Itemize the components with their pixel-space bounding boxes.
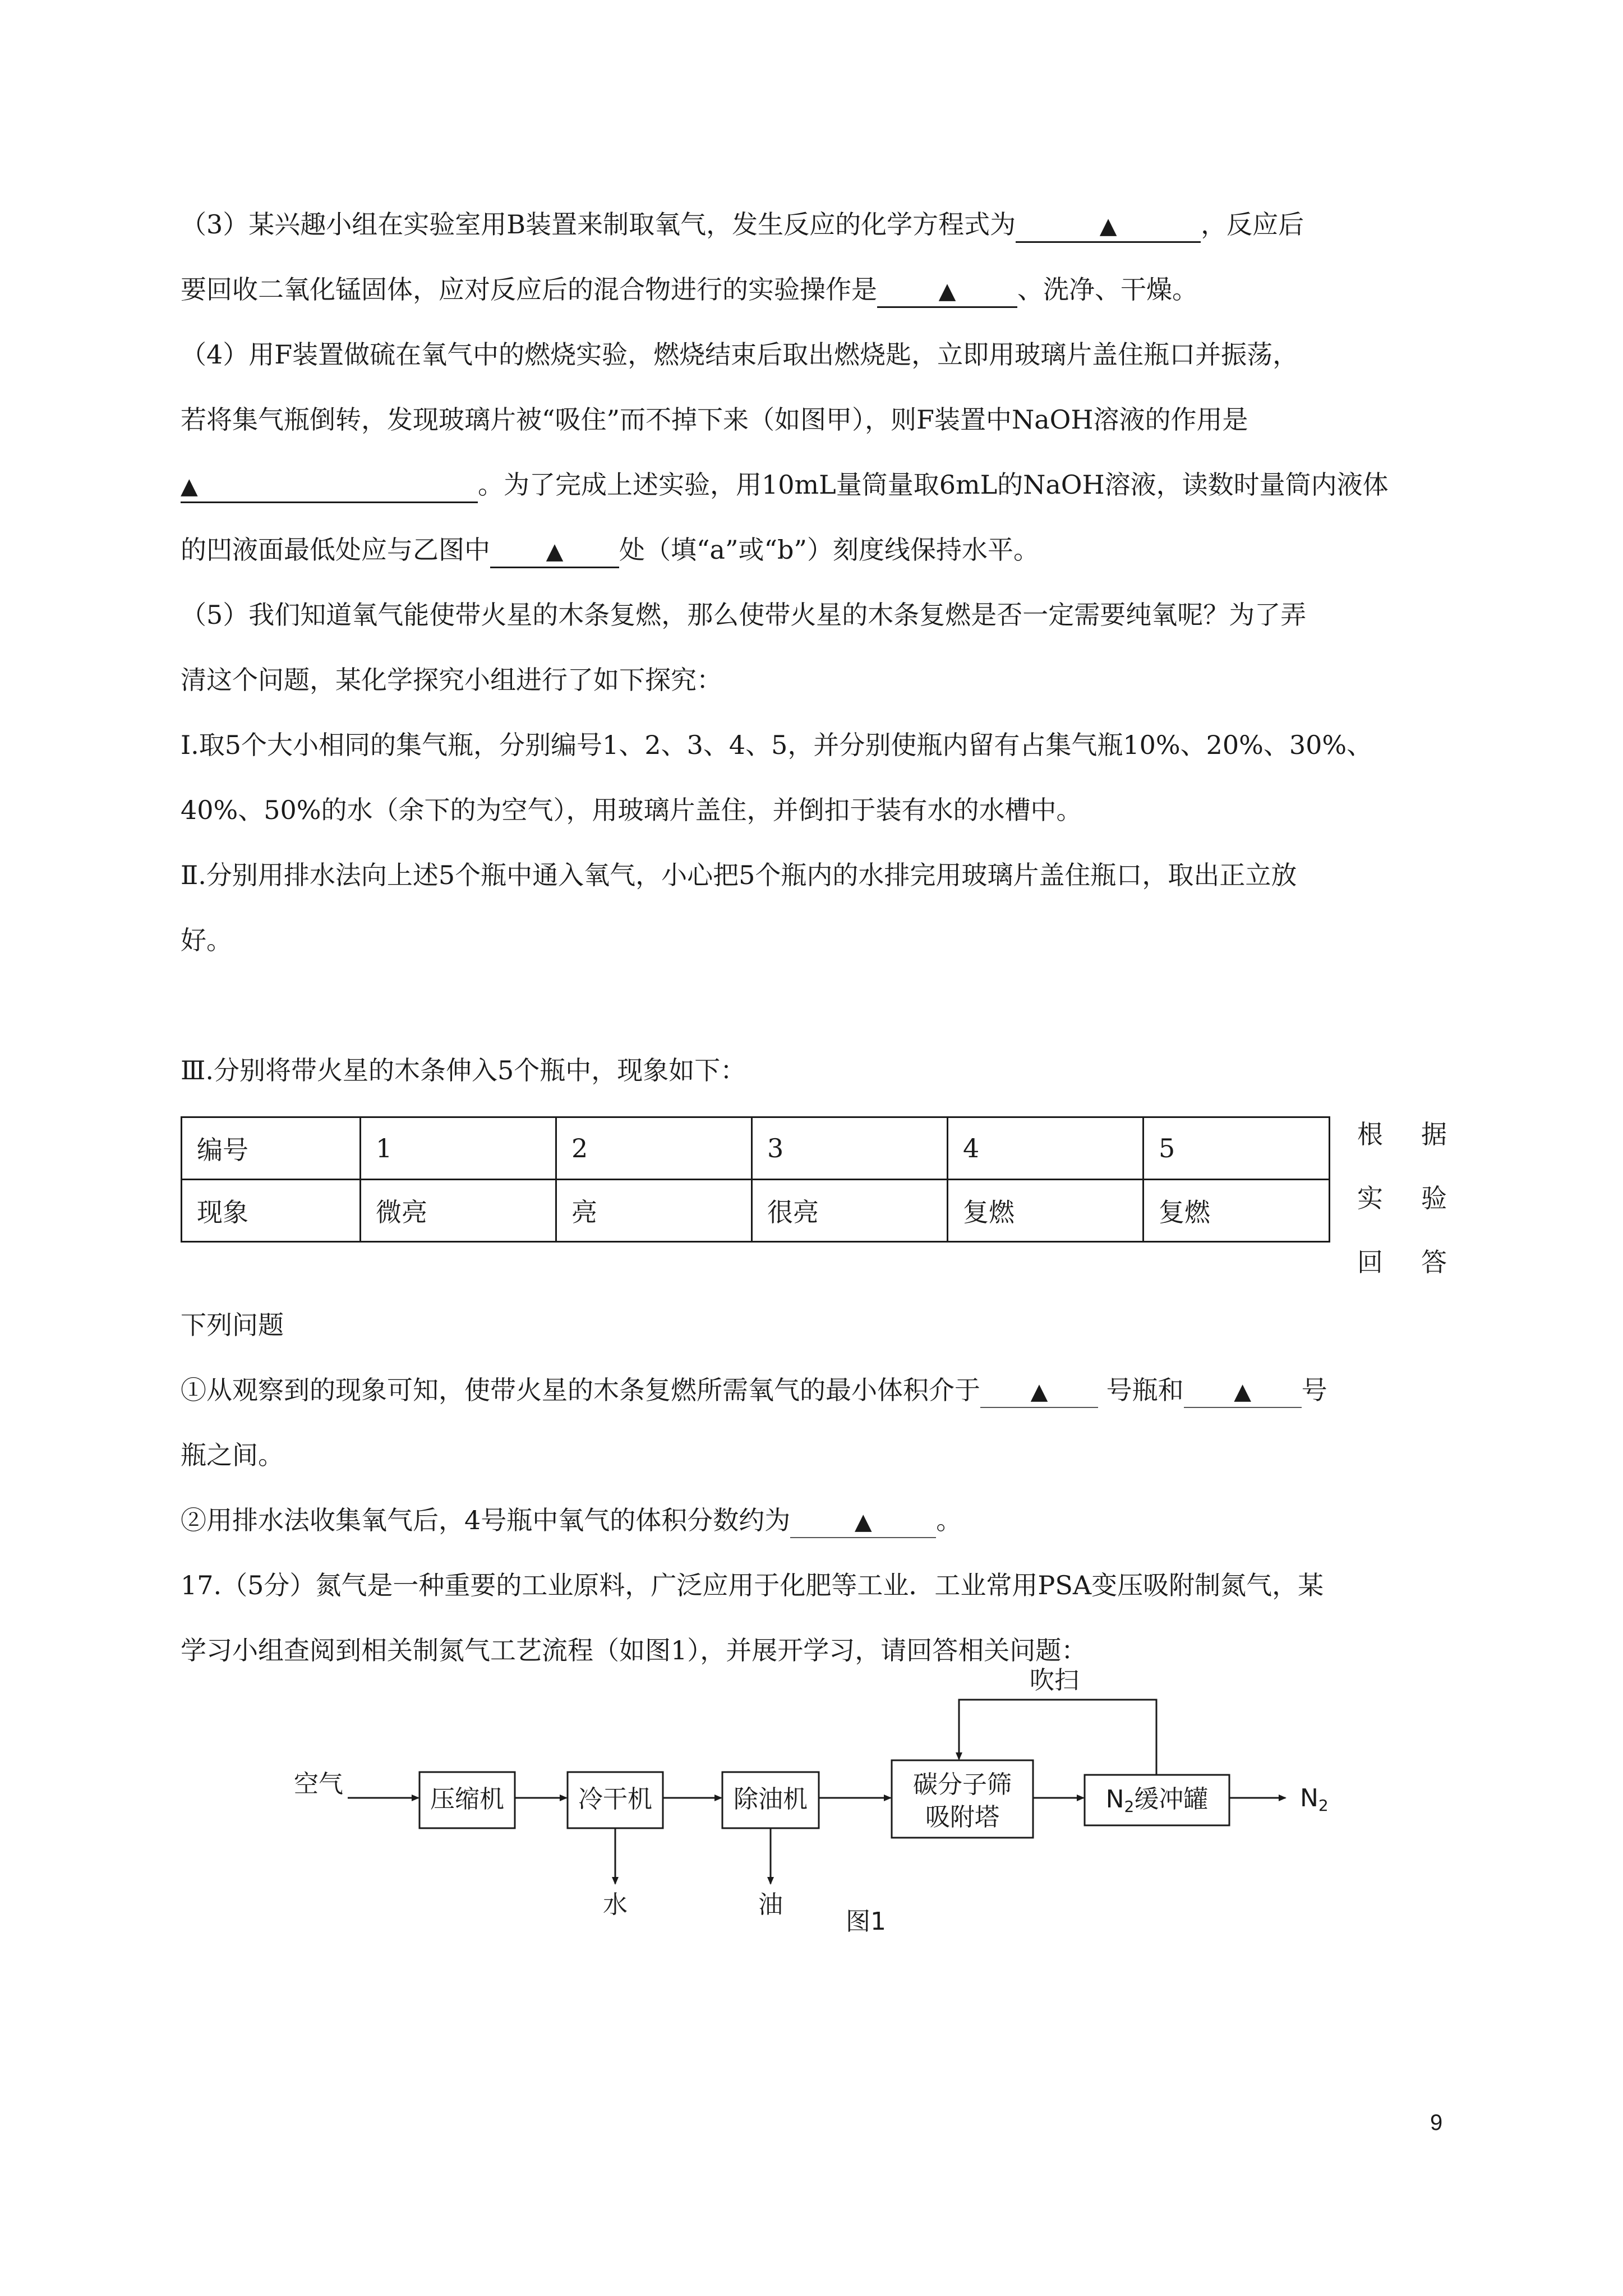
q5-line1: （5）我们知道氧气能使带火星的木条复燃，那么使带火星的木条复燃是否一定需要纯氧呢？为了弄 — [181, 600, 1307, 630]
triangle-icon: ▲ — [1030, 1379, 1048, 1405]
q3-line2: 要回收二氧化锰固体，应对反应后的混合物进行的实验操作是 ▲ 、洗净、干燥。 — [181, 272, 1198, 308]
triangle-icon: ▲ — [938, 278, 956, 304]
table-cell: 很亮 — [752, 1180, 948, 1242]
triangle-icon: ▲ — [854, 1509, 872, 1535]
nitrogen-output-label: N2 — [1300, 1784, 1329, 1815]
q5-after-table: 下列问题 — [181, 1310, 284, 1340]
q5-sub2: ②用排水法收集氧气后，4号瓶中氧气的体积分数约为 ▲ 。 — [181, 1502, 962, 1538]
table-cell: 1 — [361, 1117, 556, 1180]
q5-step1-a: Ⅰ.取5个大小相同的集气瓶，分别编号1、2、3、4、5，并分别使瓶内留有占集气瓶10%、20%、30%、 — [181, 730, 1373, 760]
oil-output-label: 油 — [758, 1890, 783, 1919]
triangle-icon: ▲ — [1099, 213, 1117, 239]
table-cell: 亮 — [556, 1180, 752, 1242]
table-cell: 复燃 — [948, 1180, 1144, 1242]
water-output-label: 水 — [603, 1890, 628, 1919]
table-cell: 5 — [1144, 1117, 1330, 1180]
side-text: 回 答 — [1357, 1247, 1447, 1277]
q4-line3: ▲ 。为了完成上述实验，用10mL量筒量取6mL的NaOH溶液，读数时量筒内液体 — [181, 467, 1389, 503]
compressor-label: 压缩机 — [430, 1785, 504, 1814]
q4-line2: 若将集气瓶倒转，发现玻璃片被“吸住”而不掉下来（如图甲），则F装置中NaOH溶液的作用是 — [181, 404, 1248, 435]
q5-sub1: ①从观察到的现象可知，使带火星的木条复燃所需氧气的最小体积介于 ▲ 号瓶和 ▲ 号 — [181, 1372, 1327, 1408]
buffer-tank-label: N2缓冲罐 — [1105, 1785, 1209, 1816]
table-cell: 微亮 — [361, 1180, 556, 1242]
adsorption-tower-label-2: 吸附塔 — [925, 1803, 999, 1832]
triangle-icon: ▲ — [1234, 1379, 1251, 1405]
side-text: 根 据 — [1357, 1119, 1447, 1149]
cold-dryer-label: 冷干机 — [578, 1785, 652, 1814]
q5-step1-b: 40%、50%的水（余下的为空气），用玻璃片盖住，并倒扣于装有水的水槽中。 — [181, 795, 1082, 825]
q4-line4: 的凹液面最低处应与乙图中 ▲ 处（填“a”或“b”）刻度线保持水平。 — [181, 532, 1039, 568]
table-cell: 2 — [556, 1117, 752, 1180]
table-cell: 编号 — [182, 1117, 361, 1180]
table-cell: 复燃 — [1144, 1180, 1330, 1242]
q4-line1: （4）用F装置做硫在氧气中的燃烧实验，燃烧结束后取出燃烧匙，立即用玻璃片盖住瓶口并振荡， — [181, 339, 1299, 370]
q3-line1: （3）某兴趣小组在实验室用B装置来制取氧气，发生反应的化学方程式为 ▲ ，反应后 — [181, 206, 1304, 243]
triangle-icon: ▲ — [546, 539, 564, 564]
purge-label: 吹扫 — [1030, 1666, 1079, 1695]
oil-remover-label: 除油机 — [734, 1785, 808, 1814]
table-cell: 3 — [752, 1117, 948, 1180]
q17-line1: 17.（5分）氮气是一种重要的工业原料，广泛应用于化肥等工业．工业常用PSA变压吸附制氮气，某 — [181, 1570, 1324, 1600]
q5-step2-a: Ⅱ.分别用排水法向上述5个瓶中通入氧气，小心把5个瓶内的水排完用玻璃片盖住瓶口，取出正立放 — [181, 860, 1297, 890]
flow-input-label: 空气 — [294, 1770, 343, 1798]
triangle-icon: ▲ — [181, 473, 198, 499]
page-number: 9 — [1430, 2110, 1443, 2135]
figure-caption: 图1 — [846, 1907, 886, 1936]
adsorption-tower-label-1: 碳分子筛 — [913, 1770, 1012, 1799]
q17-line2: 学习小组查阅到相关制氮气工艺流程（如图1），并展开学习，请回答相关问题： — [181, 1635, 1087, 1665]
q5-step3: Ⅲ.分别将带火星的木条伸入5个瓶中，现象如下： — [181, 1055, 746, 1085]
side-text: 实 验 — [1357, 1183, 1447, 1213]
table-cell: 4 — [948, 1117, 1144, 1180]
q5-step2-b: 好。 — [181, 925, 232, 955]
q5-sub1-cont: 瓶之间。 — [181, 1440, 284, 1470]
table-cell: 现象 — [182, 1180, 361, 1242]
q5-line2: 清这个问题，某化学探究小组进行了如下探究： — [181, 665, 722, 695]
